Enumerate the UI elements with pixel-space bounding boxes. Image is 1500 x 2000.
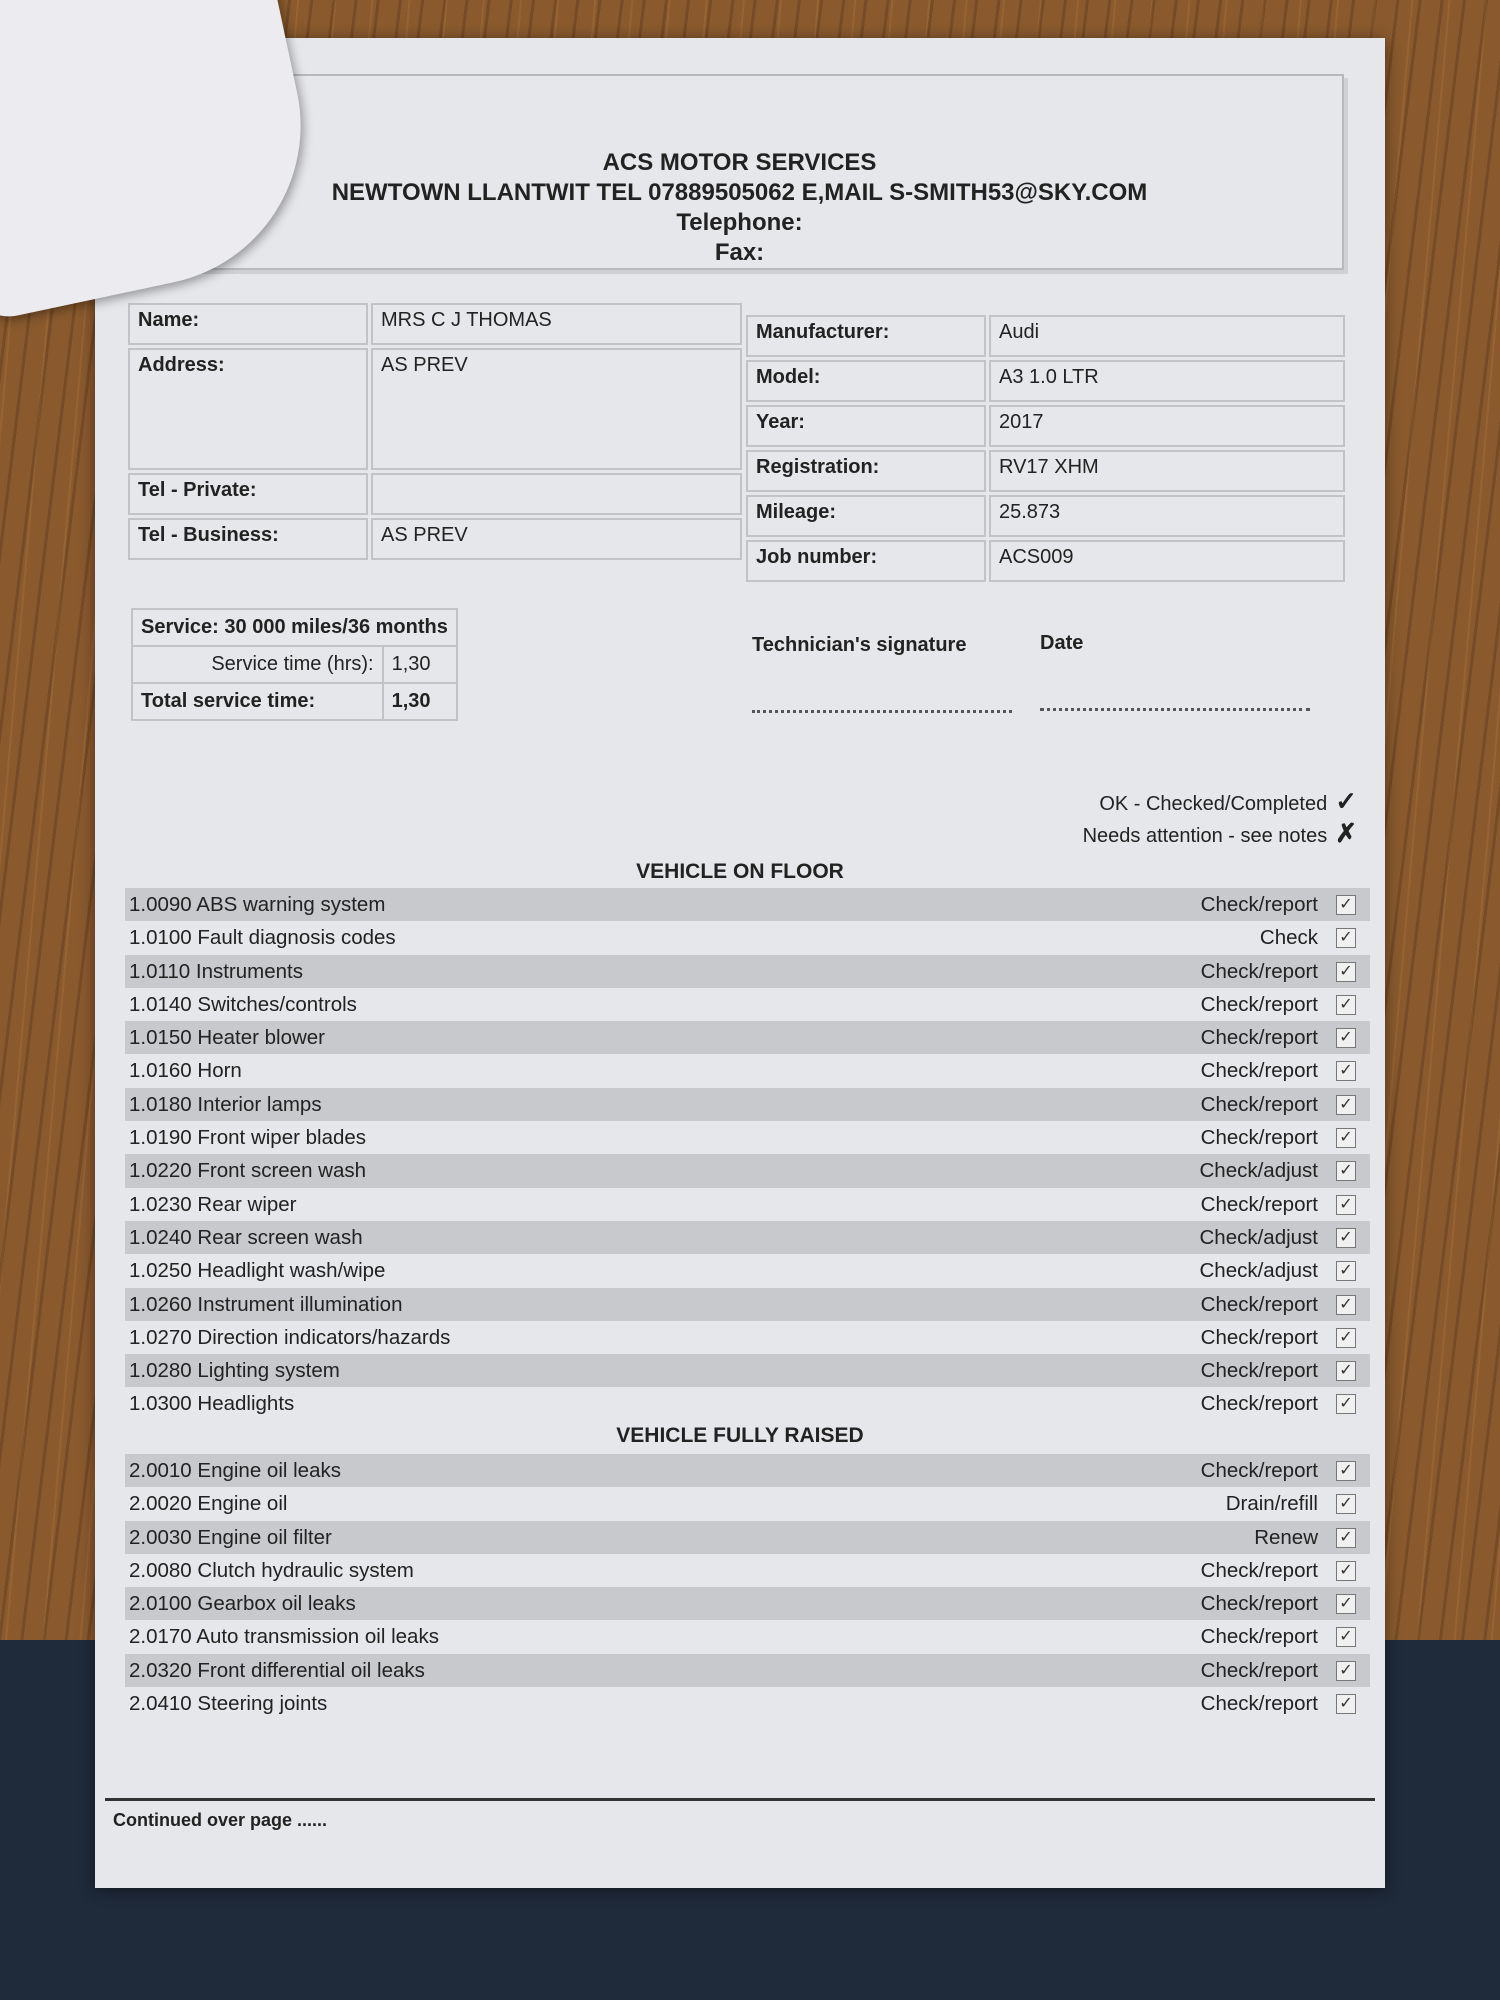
total-service-time-value: 1,30: [383, 683, 457, 720]
tel-private-label: Tel - Private:: [128, 473, 368, 515]
manufacturer-value: Audi: [989, 315, 1345, 357]
item-action: Check/report: [1200, 1558, 1318, 1582]
item-action: Check/report: [1200, 1092, 1318, 1116]
checkbox-checked-icon[interactable]: ✓: [1336, 1095, 1356, 1115]
item-action: Check/report: [1200, 1192, 1318, 1216]
legend-ok: [1099, 786, 1357, 817]
checklist-row: [125, 1088, 1370, 1121]
item-action: Check/report: [1200, 992, 1318, 1016]
checkbox-checked-icon[interactable]: ✓: [1336, 895, 1356, 915]
checklist-row: [125, 1321, 1370, 1354]
checkbox-checked-icon[interactable]: ✓: [1336, 928, 1356, 948]
year-label: Year:: [746, 405, 986, 447]
item-action: Check/report: [1200, 1392, 1318, 1416]
checklist-row: [125, 1188, 1370, 1221]
checklist-row: [125, 1654, 1370, 1687]
item-name: 1.0160 Horn: [129, 1059, 242, 1083]
item-name: 2.0080 Clutch hydraulic system: [129, 1558, 414, 1582]
item-name: 2.0320 Front differential oil leaks: [129, 1658, 425, 1682]
item-action: Drain/refill: [1225, 1492, 1318, 1516]
item-action: Check/report: [1200, 1359, 1318, 1383]
legend-attention-text: Needs attention - see notes: [1082, 825, 1328, 847]
item-action: Check/report: [1200, 1292, 1318, 1316]
item-name: 1.0150 Heater blower: [129, 1026, 326, 1050]
item-action: Check/report: [1200, 1026, 1318, 1050]
item-action: Check/report: [1200, 1325, 1318, 1349]
customer-table: [125, 300, 745, 563]
checklist-row: [125, 988, 1370, 1021]
checklist-row: [125, 1387, 1370, 1420]
item-name: 1.0250 Headlight wash/wipe: [129, 1259, 386, 1283]
item-name: 2.0020 Engine oil: [129, 1492, 288, 1516]
technician-signature-label: Technician's signature: [752, 634, 967, 656]
checkbox-checked-icon[interactable]: ✓: [1336, 1494, 1356, 1514]
mileage-label: Mileage:: [746, 495, 986, 537]
item-action: Check/report: [1200, 1692, 1318, 1716]
item-name: 2.0170 Auto transmission oil leaks: [129, 1625, 439, 1649]
checklist-row: [125, 1121, 1370, 1154]
legend-ok-text: OK - Checked/Completed: [1099, 793, 1328, 815]
item-name: 1.0090 ABS warning system: [129, 893, 386, 916]
checklist-row: [125, 1587, 1370, 1620]
service-time-label: Service time (hrs):: [132, 646, 383, 683]
company-header: [135, 74, 1344, 270]
mileage-value: 25.873: [989, 495, 1345, 537]
checklist-vehicle-on-floor: [125, 888, 1370, 1421]
continued-note: Continued over page ......: [113, 1810, 328, 1830]
footer-divider: [105, 1798, 1375, 1801]
item-action: Check/adjust: [1199, 1259, 1318, 1283]
checklist-row: [125, 921, 1370, 954]
checklist-row: [125, 1154, 1370, 1187]
fax-label: Fax:: [714, 239, 765, 266]
checklist-vehicle-fully-raised: [125, 1454, 1370, 1720]
service-title: Service: 30 000 miles/36 months: [132, 609, 457, 646]
checkbox-checked-icon[interactable]: ✓: [1336, 1394, 1356, 1414]
telephone-label: Telephone:: [676, 209, 803, 236]
service-sheet: [95, 38, 1385, 1888]
checkbox-checked-icon[interactable]: ✓: [1336, 1195, 1356, 1215]
checkbox-checked-icon[interactable]: ✓: [1336, 1461, 1356, 1481]
item-action: Check/report: [1200, 1625, 1318, 1649]
checklist-row: [125, 888, 1370, 921]
item-name: 1.0180 Interior lamps: [129, 1092, 322, 1116]
manufacturer-label: Manufacturer:: [746, 315, 986, 357]
checkbox-checked-icon[interactable]: ✓: [1336, 1028, 1356, 1048]
address-label: Address:: [128, 348, 368, 470]
checkbox-checked-icon[interactable]: ✓: [1336, 995, 1356, 1015]
model-label: Model:: [746, 360, 986, 402]
checkbox-checked-icon[interactable]: ✓: [1336, 1694, 1356, 1714]
item-action: Check/report: [1200, 1126, 1318, 1150]
checklist-row: [125, 1254, 1370, 1287]
item-action: Check/report: [1200, 959, 1318, 983]
checkbox-checked-icon[interactable]: ✓: [1336, 1061, 1356, 1081]
item-name: 1.0240 Rear screen wash: [129, 1225, 363, 1249]
item-action: Check/report: [1200, 1592, 1318, 1616]
job-number-value: ACS009: [989, 540, 1345, 582]
item-action: Check/report: [1200, 1059, 1318, 1083]
item-name: 1.0140 Switches/controls: [129, 992, 357, 1016]
item-name: 1.0260 Instrument illumination: [129, 1292, 403, 1316]
total-service-time-label: Total service time:: [132, 683, 383, 720]
checklist-row: [125, 1288, 1370, 1321]
tel-business-value: AS PREV: [371, 518, 742, 560]
tel-business-label: Tel - Business:: [128, 518, 368, 560]
customer-name: MRS C J THOMAS: [371, 303, 742, 345]
company-contact-line: NEWTOWN LLANTWIT TEL 07889505062 E,MAIL S-SMITH53@SKY.COM: [331, 179, 1148, 206]
checkbox-checked-icon[interactable]: ✓: [1336, 1128, 1356, 1148]
cross-icon: ✗: [1335, 818, 1357, 848]
item-name: 1.0270 Direction indicators/hazards: [129, 1325, 451, 1349]
checklist-row: [125, 955, 1370, 988]
item-name: 1.0110 Instruments: [129, 959, 303, 983]
checkbox-checked-icon[interactable]: ✓: [1336, 1528, 1356, 1548]
checklist-row: [125, 1687, 1370, 1720]
service-time-value: 1,30: [383, 646, 457, 683]
date-line: [1040, 708, 1310, 711]
item-action: Check: [1259, 926, 1318, 950]
item-name: 1.0280 Lighting system: [129, 1359, 340, 1383]
model-value: A3 1.0 LTR: [989, 360, 1345, 402]
checklist-row: [125, 1054, 1370, 1087]
checklist-row: [125, 1021, 1370, 1054]
customer-address: AS PREV: [371, 348, 742, 470]
item-action: Check/adjust: [1199, 1159, 1318, 1183]
checklist-row: [125, 1221, 1370, 1254]
checklist-row: [125, 1454, 1370, 1487]
checkbox-checked-icon[interactable]: ✓: [1336, 1594, 1356, 1614]
checkbox-checked-icon[interactable]: ✓: [1336, 1295, 1356, 1315]
checkbox-checked-icon[interactable]: ✓: [1336, 1561, 1356, 1581]
legend-attention: [1083, 818, 1357, 849]
item-name: 1.0190 Front wiper blades: [129, 1126, 367, 1150]
job-number-label: Job number:: [746, 540, 986, 582]
section-title-vehicle-on-floor: VEHICLE ON FLOOR: [636, 860, 844, 883]
date-label: Date: [1040, 632, 1084, 654]
item-name: 1.0300 Headlights: [129, 1392, 295, 1416]
item-name: 2.0030 Engine oil filter: [129, 1525, 332, 1549]
checklist-row: [125, 1620, 1370, 1653]
checklist-row: [125, 1554, 1370, 1587]
checkbox-checked-icon[interactable]: ✓: [1336, 1161, 1356, 1181]
checkbox-checked-icon[interactable]: ✓: [1336, 1627, 1356, 1647]
name-label: Name:: [128, 303, 368, 345]
vehicle-table: [743, 312, 1348, 585]
item-action: Check/report: [1200, 1459, 1318, 1482]
item-action: Check/adjust: [1199, 1225, 1318, 1249]
year-value: 2017: [989, 405, 1345, 447]
checkbox-checked-icon[interactable]: ✓: [1336, 1328, 1356, 1348]
item-name: 2.0410 Steering joints: [129, 1692, 328, 1716]
registration-value: RV17 XHM: [989, 450, 1345, 492]
item-name: 1.0230 Rear wiper: [129, 1192, 297, 1216]
registration-label: Registration:: [746, 450, 986, 492]
checklist-row: [125, 1487, 1370, 1520]
technician-signature-line: [752, 710, 1012, 713]
item-name: 2.0010 Engine oil leaks: [129, 1459, 341, 1482]
item-action: Check/report: [1200, 893, 1318, 916]
checkbox-checked-icon[interactable]: ✓: [1336, 1261, 1356, 1281]
service-table: [131, 608, 458, 721]
check-icon: ✓: [1335, 786, 1357, 816]
section-title-vehicle-fully-raised: VEHICLE FULLY RAISED: [616, 1424, 864, 1447]
checkbox-checked-icon[interactable]: ✓: [1336, 962, 1356, 982]
checkbox-checked-icon[interactable]: ✓: [1336, 1661, 1356, 1681]
checklist-row: [125, 1354, 1370, 1387]
item-name: 1.0100 Fault diagnosis codes: [129, 926, 396, 950]
company-name: ACS MOTOR SERVICES: [602, 149, 877, 176]
checkbox-checked-icon[interactable]: ✓: [1336, 1361, 1356, 1381]
item-action: Renew: [1254, 1525, 1318, 1549]
checklist-row: [125, 1521, 1370, 1554]
item-action: Check/report: [1200, 1658, 1318, 1682]
item-name: 2.0100 Gearbox oil leaks: [129, 1592, 356, 1616]
item-name: 1.0220 Front screen wash: [129, 1159, 367, 1183]
checkbox-checked-icon[interactable]: ✓: [1336, 1228, 1356, 1248]
tel-private-value: [371, 473, 742, 515]
